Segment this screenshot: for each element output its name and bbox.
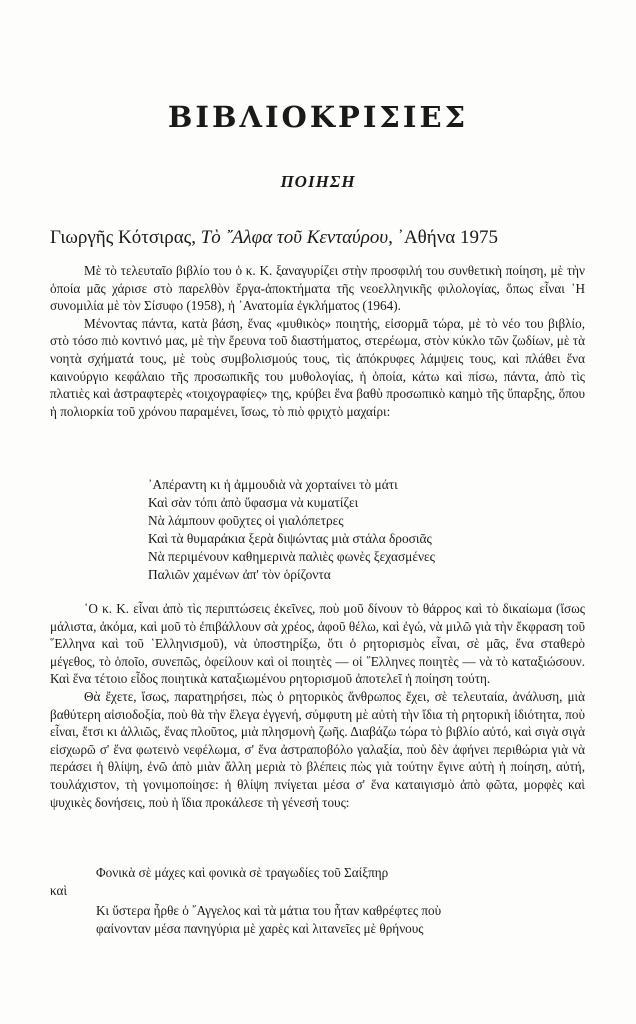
paragraph: Μένοντας πάντα, κατὰ βάση, ἕνας «μυθικὸς» ποιητής, εἰσορμᾶ τώρα, μὲ τὸ νέο του βιβλίο, στὸ τόσο πιὸ κοντινό μας, μὲ τὴν ἔρευνα τοῦ διαστήματος, στερέωμα, στὸν κύκλο τῶν ζωδίων, μὲ τὰ νοητὰ σχήματά τους, μὲ τοὺς συμβολισμούς τους, τὶς ἀπόκρυφες λάμψεις τους, καὶ πλάθει ἕνα καινούργιο κεφάλαιο τῆς προσωπικῆς του μυθολογίας, ἡ ὁποία, κάτω καὶ πίσω, πάντα, ἀπὸ τὶς πλατιὲς καὶ ἀστραφτερὲς «τοιχογραφίες» της, κρύβει ἕνα βαθὺ προσωπικὸ καημὸ τῆς ὕπαρξης, ὅπου ἡ πολιορκία τοῦ χρόνου παραμένει, ἴσως, τὸ πιὸ φριχτὸ μαχαίρι: bbox=[50, 315, 585, 419]
poem-line: ᾿Απέραντη κι ἡ ἀμμουδιὰ νὰ χορταίνει τὸ μάτι bbox=[148, 477, 398, 492]
paragraph: ῾Ο κ. Κ. εἶναι ἀπὸ τὶς περιπτώσεις ἐκεῖνες, ποὺ μοῦ δίνουν τὸ θάρρος καὶ τὸ δικαίωμα (ἴσως μάλιστα, ἀκόμα, καὶ μοῦ τὸ ἐπιβάλλουν σὰ χρέος, ἀφοῦ θέλω, καὶ ἐγώ, νὰ μιλῶ γιὰ τὴν ἔκφραση τοῦ ῞Ελληνα καὶ τοῦ ῾Ελληνισμοῦ), νὰ ὑποστηρίξω, ὅτι ὁ ρητορισμὸς εἶναι, σὲ μᾶς, ἕνα σταθερὸ μέγεθος, τὸ ὁποῖο, συνεπῶς, ὀφείλουν καὶ οἱ ποιητὲς — οἱ ῞Ελληνες ποιητὲς — νὰ τὸ καταξιώσουν. Καὶ ἕνα τέτοιο εἶδος ποιητικὰ καταξιωμένου ρητορισμοῦ ἀποτελεῖ ἡ ποίηση τούτη. bbox=[50, 601, 585, 687]
quote-excerpt-2 bbox=[96, 902, 576, 938]
quote-line: Κι ὕστερα ἦρθε ὁ ῎Αγγελος καὶ τὰ μάτια του ἦταν καθρέφτες ποὺ bbox=[96, 903, 442, 918]
poem-line: Καὶ τὰ θυμαράκια ξερὰ διψώντας μιὰ στάλα δροσιᾶς bbox=[148, 531, 432, 546]
review-header bbox=[50, 227, 590, 249]
page-title: ΒΙΒΛΙΟΚΡΙΣΙΕΣ bbox=[167, 100, 469, 134]
review-author: Γιωργῆς Κότσιρας, bbox=[50, 227, 201, 248]
poem-line: Παλιῶν χαμένων ἀπ' τὸν ὁρίζοντα bbox=[148, 567, 331, 582]
review-body-part-1 bbox=[50, 262, 585, 420]
review-body-part-2 bbox=[50, 600, 585, 811]
poem-line: Νὰ λάμπουν φοῦχτες οἱ γιαλόπετρες bbox=[148, 513, 344, 528]
connector-word: καὶ bbox=[50, 883, 67, 898]
poem-excerpt bbox=[148, 476, 568, 584]
review-place-year: ᾿Αθήνα 1975 bbox=[392, 227, 499, 248]
review-book-title: Τὸ ῎Αλφα τοῦ Κενταύρου, bbox=[200, 227, 393, 248]
poem-line: Καὶ σὰν τόπι ἀπὸ ὕφασμα νὰ κυματίζει bbox=[148, 495, 359, 510]
paragraph: Μὲ τὸ τελευταῖο βιβλίο του ὁ κ. Κ. ξαναγυρίζει στὴν προσφιλή του συνθετικὴ ποίηση, μὲ τὴν ὁποία μᾶς χάρισε στὸ παρελθὸν ἔργα-ἀποκτήματα τῆς νεοελληνικῆς φιλολογίας, ὅπως εἶναι ῾Η συνομιλία μὲ τὸν Σίσυφο (1958), ἡ ᾿Ανατομία ἐγκλήματος (1964). bbox=[50, 263, 585, 314]
quote-line: Φονικὰ σὲ μάχες καὶ φονικὰ σὲ τραγωδίες τοῦ Σαίξπηρ bbox=[96, 865, 389, 880]
paragraph: Θὰ ἔχετε, ἴσως, παρατηρήσει, πὼς ὁ ρητορικὸς ἄνθρωπος ἔχει, σὲ τελευταία, ἀνάλυση, μιὰ βαθύτερη αἰσιοδοξία, ποὺ θὰ τὴν ἔλεγα ἐγγενή, σύμφυτη μὲ αὐτὴ τὴν ἴδια τὴ ρητορικὴ ἰδιότητα, ποὺ εἶναι, ἔτσι κι ἀλλιῶς, ἕνας πλοῦτος, μιὰ πλησμονὴ ζωῆς. Διαβάζω τώρα τὸ βιβλίο αὐτό, καὶ σιγὰ σιγὰ εἰσχωρῶ σ' ἕνα φωτεινὸ νεφέλωμα, σ' ἕνα ἀστραποβόλο γαλαξία, ποὺ δὲν ἀφήνει περιθώρια γιὰ νὰ περάσει ἡ θλίψη, ἐνῶ ἀπὸ μιὰν ἄλλη μεριὰ τὸ βλέπεις πὼς γιὰ τούτην ἔγινε αὐτὴ ἡ ποίηση, αὐτή, τουλάχιστον, τὴ γονιμοποίησε: ἡ θλίψη πνίγεται μέσα σ' ἕνα καταιγισμὸ ἀπὸ φῶτα, μορφὲς καὶ ψυχικὲς δονήσεις, ποὺ ἡ ἴδια προκάλεσε τὴ γένεσή τους: bbox=[50, 688, 585, 810]
section-title: ΠΟΙΗΣΗ bbox=[280, 172, 356, 191]
poem-line: Νὰ περιμένουν καθημερινὰ παλιὲς φωνὲς ξεχασμένες bbox=[148, 549, 435, 564]
quote-line: φαίνονταν μέσα πανηγύρια μὲ χαρὲς καὶ λιτανεῖες μὲ θρήνους bbox=[96, 921, 424, 936]
